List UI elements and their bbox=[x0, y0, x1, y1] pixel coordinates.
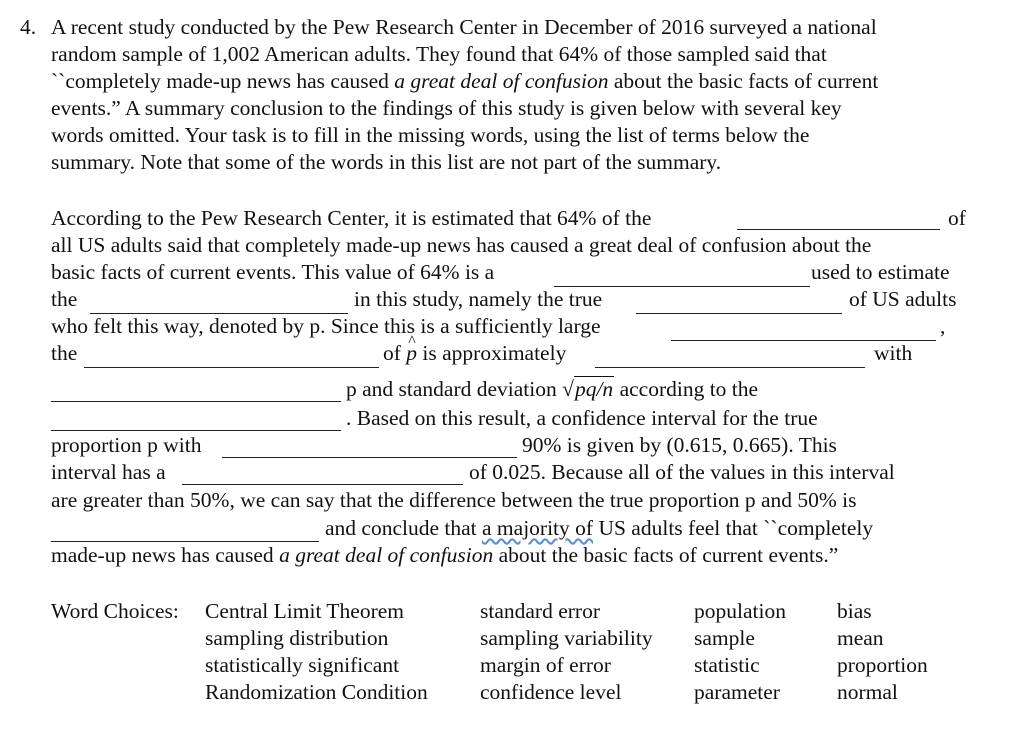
blank-8[interactable] bbox=[51, 401, 341, 402]
summary-line-4c: of US adults bbox=[849, 287, 957, 311]
sqrt-pq-over-n: √pq/n bbox=[562, 377, 614, 401]
made-up-text: made-up news has caused bbox=[51, 543, 280, 567]
question-line-3-c: about the basic facts of current bbox=[608, 69, 879, 93]
summary-line-11: are greater than 50%, we can say that the difference between the true proportion p and 50% is bbox=[51, 488, 857, 512]
of-text: of bbox=[383, 341, 401, 365]
word-choice: proportion bbox=[837, 653, 928, 677]
word-choices-label: Word Choices: bbox=[51, 599, 179, 623]
blank-10[interactable] bbox=[222, 457, 517, 458]
summary-emphasis: a great deal of confusion bbox=[279, 543, 494, 567]
word-choice: bias bbox=[837, 599, 872, 623]
current-events-text: about the basic facts of current events.” bbox=[493, 543, 839, 567]
question-number: 4. bbox=[20, 15, 37, 39]
summary-line-6a: the bbox=[51, 341, 78, 365]
according-text: according to the bbox=[619, 377, 759, 401]
summary-line-7 bbox=[346, 376, 758, 403]
summary-line-12 bbox=[325, 515, 873, 542]
blank-4[interactable] bbox=[636, 313, 842, 314]
word-choice: confidence level bbox=[480, 680, 622, 704]
word-choice: sampling distribution bbox=[205, 626, 389, 650]
word-choice: standard error bbox=[480, 599, 600, 623]
summary-line-13 bbox=[51, 542, 838, 569]
question-line-6: summary. Note that some of the words in this list are not part of the summary. bbox=[51, 150, 722, 174]
word-choice: statistically significant bbox=[205, 653, 400, 677]
word-choice: population bbox=[694, 599, 786, 623]
question-line-5: words omitted. Your task is to fill in the missing words, using the list of terms below the bbox=[51, 123, 810, 147]
summary-line-10a: interval has a bbox=[51, 460, 166, 484]
word-choice: sample bbox=[694, 626, 755, 650]
question-line-2: random sample of 1,002 American adults. They found that 64% of those sampled said that bbox=[51, 42, 827, 66]
sqrt-radicand: pq/n bbox=[574, 377, 614, 401]
summary-line-5a: who felt this way, denoted by p. Since this is a sufficiently large bbox=[51, 314, 601, 338]
summary-line-1b: of bbox=[948, 206, 966, 230]
majority-of-text: a majority of bbox=[482, 516, 594, 540]
summary-line-2: all US adults said that completely made-up news has caused a great deal of confusion about the bbox=[51, 233, 872, 257]
std-dev-text: p and standard deviation bbox=[346, 377, 557, 401]
summary-line-9b: 90% is given by (0.615, 0.665). This bbox=[522, 433, 837, 457]
feel-that-text: US adults feel that ``completely bbox=[593, 516, 874, 540]
summary-line-9a: proportion p with bbox=[51, 433, 202, 457]
summary-line-1a: According to the Pew Research Center, it is estimated that 64% of the bbox=[51, 206, 652, 230]
question-emphasis: a great deal of confusion bbox=[394, 69, 609, 93]
word-choice: normal bbox=[837, 680, 898, 704]
word-choice: margin of error bbox=[480, 653, 611, 677]
approximately-text: is approximately bbox=[422, 341, 567, 365]
summary-line-4a: the bbox=[51, 287, 78, 311]
summary-line-10b: of 0.025. Because all of the values in this interval bbox=[469, 460, 895, 484]
question-line-3 bbox=[51, 68, 878, 95]
summary-line-4b: in this study, namely the true bbox=[354, 287, 603, 311]
summary-line-8: . Based on this result, a confidence interval for the true bbox=[346, 406, 818, 430]
question-line-4: events.” A summary conclusion to the findings of this study is given below with several key bbox=[51, 96, 842, 120]
word-choice: Central Limit Theorem bbox=[205, 599, 405, 623]
word-choice: statistic bbox=[694, 653, 760, 677]
conclude-text: and conclude that bbox=[325, 516, 483, 540]
summary-line-5b: , bbox=[940, 314, 946, 338]
blank-1[interactable] bbox=[737, 229, 940, 230]
question-line-3-a: ``completely made-up news has caused bbox=[51, 69, 395, 93]
blank-11[interactable] bbox=[182, 484, 463, 485]
summary-line-6b bbox=[383, 340, 566, 367]
summary-line-3b: used to estimate bbox=[811, 260, 950, 284]
blank-6[interactable] bbox=[84, 367, 379, 368]
word-choice: Randomization Condition bbox=[205, 680, 428, 704]
blank-7[interactable] bbox=[595, 367, 865, 368]
p-hat-symbol: ^ p bbox=[406, 340, 417, 367]
question-line-1: A recent study conducted by the Pew Research Center in December of 2016 surveyed a national bbox=[51, 15, 877, 39]
summary-line-6d: with bbox=[874, 341, 913, 365]
word-choice: sampling variability bbox=[480, 626, 653, 650]
word-choice: parameter bbox=[694, 680, 780, 704]
word-choice: mean bbox=[837, 626, 884, 650]
blank-9[interactable] bbox=[51, 430, 341, 431]
summary-line-3a: basic facts of current events. This value of 64% is a bbox=[51, 260, 495, 284]
